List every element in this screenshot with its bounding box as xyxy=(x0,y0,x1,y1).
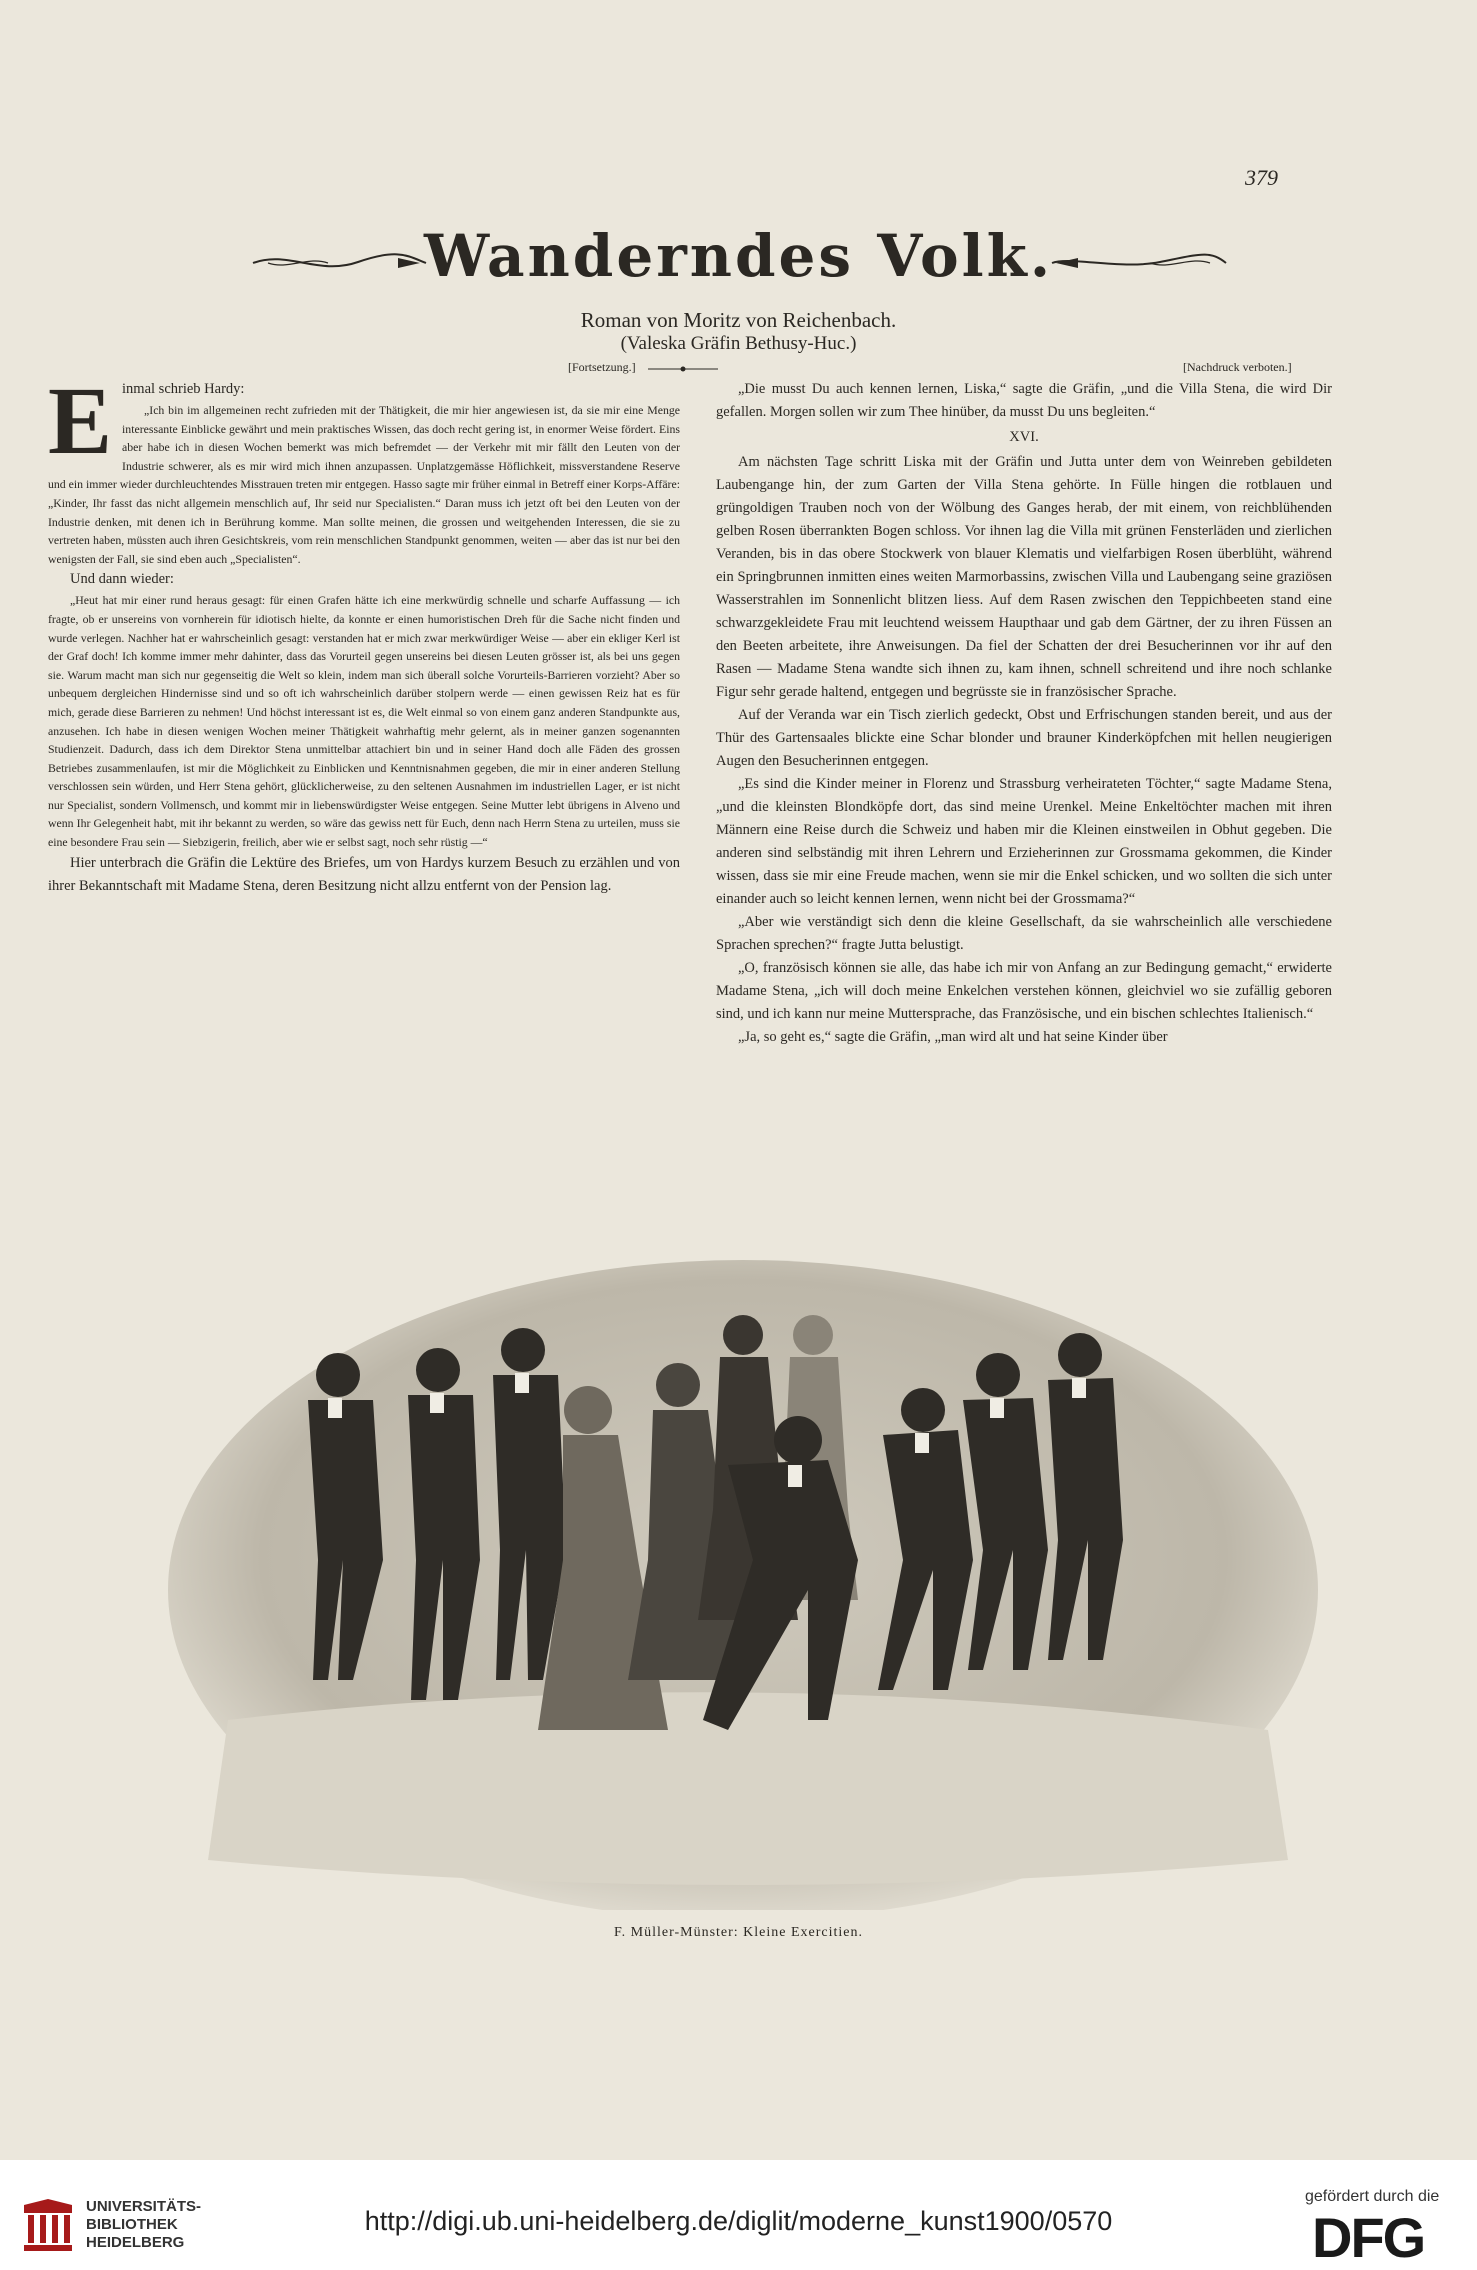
dance-illustration xyxy=(168,1260,1318,1910)
right-paragraph-3: Auf der Veranda war ein Tisch zierlich gedeckt, Obst und Erfrischungen standen bereit, und aus der Thür des Gartensaales blickte eine Schar blonder und brauner Kinderköpfchen mit hellen neugierigen Augen den Besucherinnen entgegen. xyxy=(716,707,1332,769)
left-paragraph-1: inmal schrieb Hardy: xyxy=(122,381,245,397)
right-paragraph-5: „Aber wie verständigt sich denn die kleine Gesellschaft, da sie wahrscheinlich alle verschiedene Sprachen sprechen?“ fragte Jutta belustigt. xyxy=(716,914,1332,953)
source-url-link[interactable]: http://digi.ub.uni-heidelberg.de/diglit/moderne_kunst1900/0570 xyxy=(364,2206,1113,2236)
right-ornament-icon xyxy=(1050,248,1230,278)
page-number: 379 xyxy=(1245,165,1278,190)
copyright-tag: [Nachdruck verboten.] xyxy=(1183,360,1292,374)
divider-ornament-icon xyxy=(648,364,718,374)
right-paragraph-4: „Es sind die Kinder meiner in Florenz und Strassburg verheirateten Töchter,“ sagte Madame Stena, „und die kleinsten Blondköpfe dort, das sind meine Urenkel. Meine Enkeltöchter machen mit ihren Männern eine Reise durch die Schweiz und haben mir die Kleinen einstweilen in Obhut gegeben. Die anderen sind selbständig mit ihren Lehrern und Erzieherinnen zur Grossmama gekommen, die Kinder wissen, dass sie mir eine Freude machen, wenn sie mir die Enkel schicken, und wo sollten die sich unter einander auch so leicht kennen lernen, wenn nicht bei der Grossmama?“ xyxy=(716,776,1332,907)
continuation-tag: [Fortsetzung.] xyxy=(568,360,636,374)
right-paragraph-2: Am nächsten Tage schritt Liska mit der Gräfin und Jutta unter dem von Weinreben gebildeten Laubengange hin, der zum Garten der Villa Stena gehörte. In Fülle hingen die rotblauen und grüngoldigen Trauben noch von der Wölbung des Ganges herab, der mit einem, von reichblühenden gelben Rosen überrankten Bogen schloss. Vor ihnen lag die Villa mit grünen Fensterläden und zierlichen Veranden, bis in das obere Stockwerk von blauer Klematis und vielfarbigen Rosen überblüht, während ein Springbrunnen inmitten eines weiten Marmorbassins, zwischen Villa und Laubengang seine graziösen Wasserstrahlen im Sonnenlicht blitzen liess. Auf dem Rasen zwischen den Teppichbeeten stand eine schwarzgekleidete Frau mit leuchtend weissem Haupthaar und gab dem Gärtner, der zu ihren Füssen an den Beeten arbeitete, ihre Anweisungen. Da fiel der Schatten der drei Besucherinnen vor ihr auf den Rasen — Madame Stena wandte sich ihnen zu, kam ihnen, schnell schreitend und ihre noch schlanke Figur sehr gerade haltend, entgegen und begrüsste sie in französischer Sprache. xyxy=(716,454,1332,700)
letter-excerpt-2: „Heut hat mir einer rund heraus gesagt: für einen Grafen hätte ich eine merkwürdig schnelle und scharfe Auffassung — ich fragte, ob er unsereins von vornherein für idiotisch hielte, da konnte er einen humoristischen Dreh für die Sache nicht finden und wurde verlegen. Nachher hat er wahrscheinlich gesagt: verstanden hat er mich zwar merkwürdiger Weise — aber ein ekliger Kerl ist der Graf doch! Ich komme immer mehr dahinter, dass das Vorurteil gegen unsereins bei diesen Leuten grösser ist, als bei uns gegen sie. Warum macht man sich nur gegenseitig die Welt so klein, indem man sich überall solche Vorurteils-Barrieren vorzieht? Aber so unbequem dergleichen Hindernisse sind und so oft ich wahrscheinlich darüber stolpern werde — einen gewissen Reiz hat es für mich, gerade diese Barrieren zu nehmen! Und höchst interessant ist es, die Welt einmal so von einem ganz anderen Standpunkte aus, anzusehen. Ich habe in diesen wenigen Wochen meiner Thätigkeit wahrhaftig mehr gelernt, als in meiner ganzen sogenannten Studienzeit. Dadurch, dass ich dem Direktor Stena unmittelbar attachiert bin und in seiner Hand doch alle Fäden des grossen Betriebes zusammenlaufen, ist mir die Möglichkeit zu Einblicken und Kenntnisnahmen gegeben, die mir in einer anderen Stellung verschlossen sein würden, und Herr Stena gehört, glücklicherweise, zu den seltenen Ausnahmen im industriellen Lager, er ist nicht nur Specialist, sondern Vollmensch, und kommt mir in liebenswürdigster Weise entgegen. Seine Mutter lebt übrigens in Alveno und wenn Ihr Gelegenheit habt, mit ihr bekannt zu werden, so wäre das gewiss nett für Euch, denn nach Herrn Stena zu urteilen, muss sie eine besondere Frau sein — Siebzigerin, freilich, aber wie er selbst sagt, noch sehr rüstig —“ xyxy=(48,593,680,850)
right-paragraph-7: „Ja, so geht es,“ sagte die Gräfin, „man wird alt und hat seine Kinder über xyxy=(738,1029,1168,1045)
subtitle-author: Roman von Moritz von Reichenbach. xyxy=(580,308,897,332)
right-column xyxy=(716,378,1332,1049)
subtitle-pseudonym: (Valeska Gräfin Bethusy-Huc.) xyxy=(620,333,857,354)
right-paragraph-1: „Die musst Du auch kennen lernen, Liska,“ sagte die Gräfin, „und die Villa Stena, die wird Dir gefallen. Morgen sollen wir zum Thee hinüber, da musst Du uns begleiten.“ xyxy=(716,381,1332,420)
dfg-logo: DFG xyxy=(1312,2206,1425,2269)
left-paragraph-2: Und dann wieder: xyxy=(70,571,174,588)
letter-excerpt-1: „Ich bin im allgemeinen recht zufrieden mit der Thätigkeit, die mir hier angewiesen ist, da sie mir eine Menge interessante Einblicke gewährt und mein praktisches Wissen, das doch recht gering ist, in enormer Weise fördert. Eins aber habe ich in diesen Wochen bemerkt was mich befremdet — der Verkehr mit mir fällt den Leuten von der Industrie schwerer, als es mir wird mich ihnen anzupassen. Unplatzgemässe Höflichkeit, missverstandene Reserve und ein immer wieder durchleuchtendes Misstrauen treten mir entgegen. Hasso sagte mir früher einmal in Betreff einer Korps-Affäre: „Kinder, Ihr fasst das nicht allgemein menschlich auf, Ihr seid nur Specialisten.“ Daran muss ich jetzt oft bei den Leuten von der Industrie denken, mit denen ich in Berührung komme. Man sollte meinen, die grossen und weitgehenden Interessen, die sie zu vertreten haben, müssten auch ihren Gesichtskreis, vom rein menschlichen Standpunkt genommen, weiten — aber das ist nur bei den wenigsten der Fall, sie sind eben auch „Specialisten“. xyxy=(48,403,680,566)
illustration-caption: F. Müller-Münster: Kleine Exercitien. xyxy=(613,1925,864,1940)
article-title: Wanderndes Volk. xyxy=(423,222,1054,290)
right-paragraph-6: „O, französisch können sie alle, das habe ich mir von Anfang an zur Bedingung gemacht,“ erwiderte Madame Stena, „ich will doch meine Enkelchen verstehen können, gleichviel wo sie zufällig geboren sind, und ich kann nur meine Muttersprache, das Französische, und ein bischen schlechtes Italienisch.“ xyxy=(716,960,1332,1022)
drop-cap: E xyxy=(48,367,113,474)
chapter-heading: XVI. xyxy=(1009,429,1039,445)
university-library-name: UNIVERSITÄTS- BIBLIOTHEK HEIDELBERG xyxy=(86,2198,202,2251)
funded-by-label: gefördert durch die xyxy=(1305,2188,1440,2205)
left-paragraph-3: Hier unterbrach die Gräfin die Lektüre des Briefes, um von Hardys kurzem Besuch zu erzählen und von ihrer Bekanntschaft mit Madame Stena, deren Besitzung nicht allzu entfernt von der Pension lag. xyxy=(48,854,680,894)
